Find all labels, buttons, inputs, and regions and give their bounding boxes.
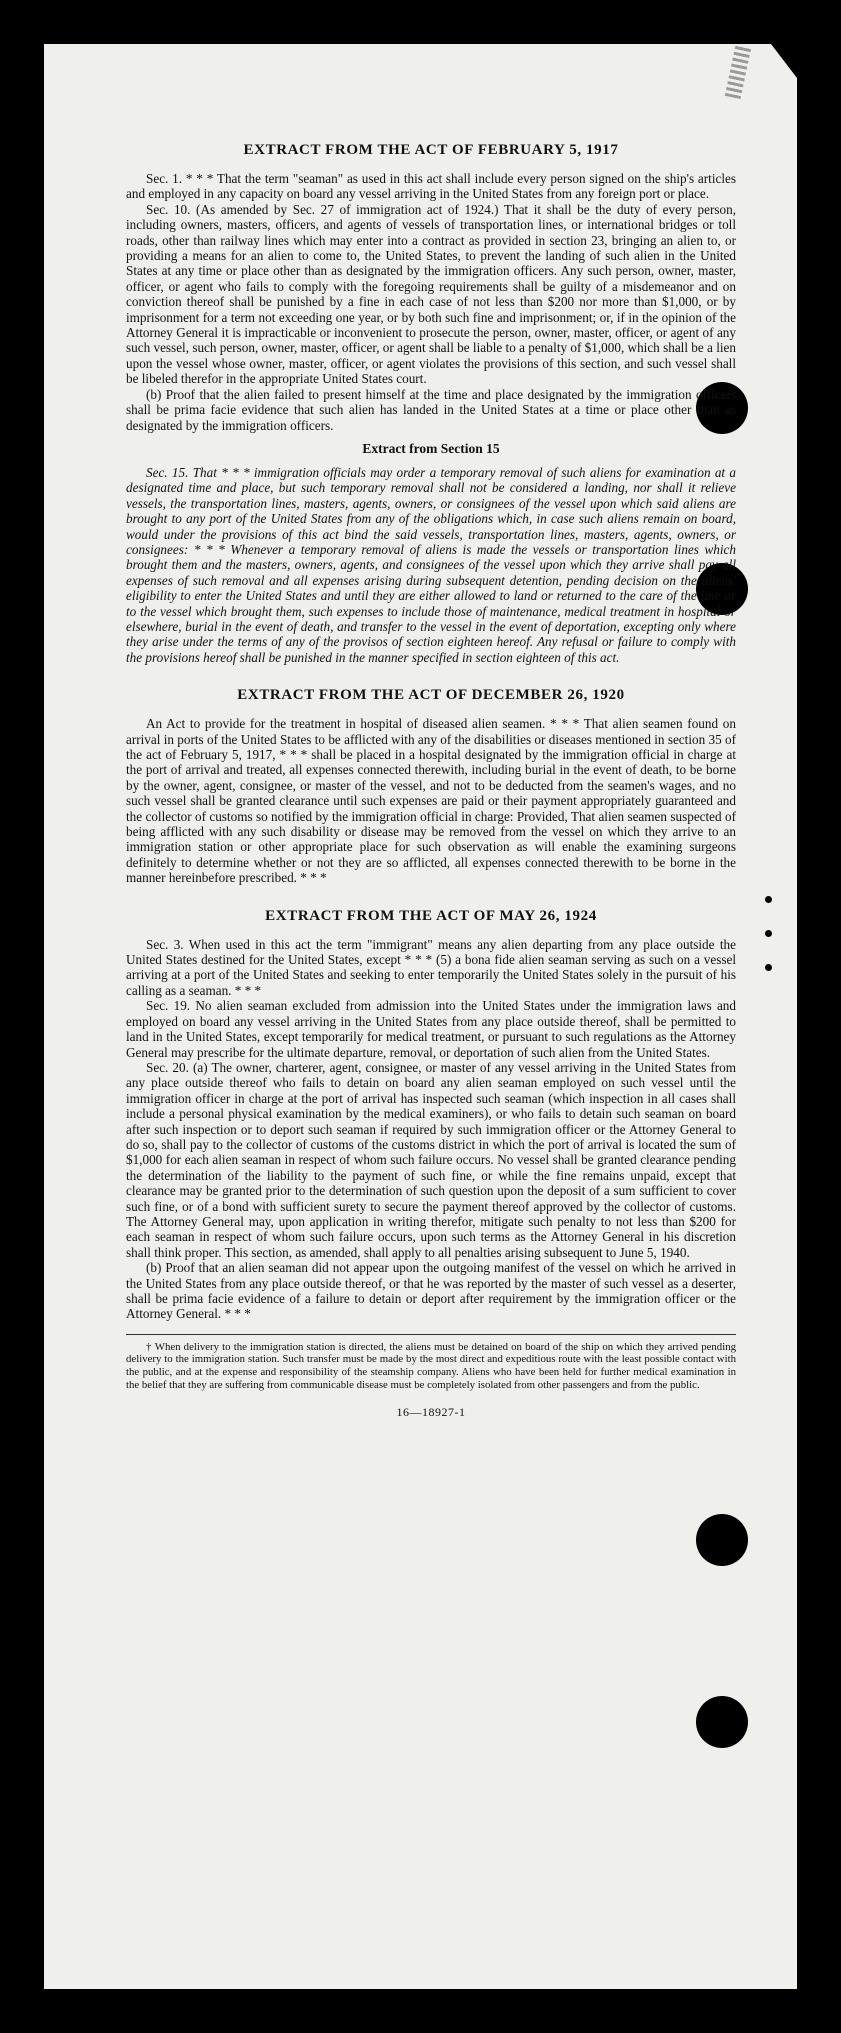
section-heading: EXTRACT FROM THE ACT OF FEBRUARY 5, 1917 [243,142,619,158]
document-body [126,142,736,1420]
form-number: 16—18927-1 [396,1405,466,1420]
section-heading: EXTRACT FROM THE ACT OF DECEMBER 26, 1920 [237,687,625,704]
speck [765,964,772,971]
section-heading: EXTRACT FROM THE ACT OF MAY 26, 1924 [265,907,597,924]
folded-corner [771,44,797,78]
paragraph: An Act to provide for the treatment in hospital of diseased alien seamen. * * * That alien seamen found on arrival in ports of the United States to be afflicted with any of the disabilities or diseases mentioned in section 35 of the act of February 5, 1917, * * * shall be placed in a hospital designated by the immigration official in charge at the port of arrival and treated, all expenses connected therewith, including burial in the event of death, to be borne by the owner, agent, consignee, or master of the vessel, and not to be deducted from the seamen's wages, and no such vessel shall be granted clearance until such expenses are paid or their payment appropriately guaranteed and the collector of customs so notified by the immigration official in charge: Provided, That alien seamen suspected of being afflicted with any such disability or disease may be removed from the vessel on which they arrive to an immigration station or other appropriate place for such observation as will enable the examining surgeons definitely to determine whether or not they are so afflicted, all expenses connected therewith to be borne in the manner hereinbefore prescribed. * * * [126,716,736,886]
paragraph: Sec. 10. (As amended by Sec. 27 of immigration act of 1924.) That it shall be the duty of every person, including owners, masters, officers, and agents of vessels of transportation lines, or international bridges or toll roads, other than railway lines which may enter into a contract as provided in section 23, bringing an alien to, or providing a means for an alien to come to, the United States, to prevent the landing of such alien in the United States at any time or place other than as designated by the immigration officers. Any such person, owner, master, officer, or agent who fails to comply with the foregoing requirements shall be guilty of a misdemeanor and on conviction thereof shall be punished by a fine in each case of not less than $200 nor more than $1,000, or by imprisonment for a term not exceeding one year, or by both such fine and imprisonment; or, if in the opinion of the Attorney General it is impracticable or inconvenient to prosecute the person, owner, master, officer, or agent of any such vessel, such person, owner, master, officer, or agent shall be liable to a penalty of $1,000, which shall be a lien upon the vessel whose owner, master, officer, or agent violates the provisions of this section, and such vessel shall be libeled therefor in the appropriate United States court. [126,201,736,387]
subsection-heading: Extract from Section 15 [362,440,500,456]
paragraph: Sec. 15. That * * * immigration officials may order a temporary removal of such aliens for examination at a designated time and place, but such temporary removal shall not be considered a landing, nor shall it relieve vessels, the transportation lines, masters, agents, owners, or consignees of the vessel upon which said aliens are brought to any port of the United States from any of the obligations which, in case such aliens remain on board, would under the provisions of this act bind the said vessels, transportation lines, masters, agents, owners, or consignees: * * * Whenever a temporary removal of aliens is made the vessels or transportation lines which brought them and the masters, owners, agents, and consignees of the vessel upon which they arrive shall pay all expenses of such removal and all expenses arising during subsequent detention, pending decision on the aliens' eligibility to enter the United States and until they are either allowed to land or returned to the care of the line or to the vessel which brought them, such expenses to include those of maintenance, medical treatment in hospital or elsewhere, burial in the event of death, and transfer to the vessel in the event of deportation, excepting only where they arise under the terms of any of the provisos of section eighteen hereof. Any refusal or failure to comply with the provisions hereof shall be punished in the manner specified in section eighteen of this act. [126,464,736,665]
paragraph: Sec. 20. (a) The owner, charterer, agent, consignee, or master of any vessel arriving in the United States from any place outside thereof who fails to detain on board any alien seaman employed on such vessel until the immigration officer in charge at the port of arrival has inspected such seaman (which inspection in all cases shall include a personal physical examination by the medical examiners), or who fails to detain such seaman on board after such inspection or to deport such seaman if required by such immigration officer or the Attorney General to do so, shall pay to the collector of customs of the customs district in which the port of arrival is located the sum of $1,000 for each alien seaman in respect of whom such failure occurs. No vessel shall be granted clearance pending the determination of the liability to the payment of such fine, or while the fine remains unpaid, except that clearance may be granted prior to the determination of such question upon the deposit of a sum sufficient to cover such fine, or of a bond with sufficient surety to secure the payment thereof approved by the collector of customs. The Attorney General may, upon application in writing therefor, mitigate such penalty to not less than $200 for each seaman in respect of whom such failure occurs, upon such terms as the Attorney General in his discretion shall think proper. This section, as amended, shall apply to all penalties arising subsequent to June 5, 1940. [126,1059,736,1260]
paragraph: Sec. 3. When used in this act the term "immigrant" means any alien departing from any place outside the United States destined for the United States, except * * * (5) a bona fide alien seaman serving as such on a vessel arriving at a port of the United States and seeking to enter temporarily the United States solely in the pursuit of his calling as a seaman. * * * [126,936,736,998]
footnote: † When delivery to the immigration station is directed, the aliens must be detained on board of the ship on which they arrived pending delivery to the immigration station. Such transfer must be made by the most direct and expeditious route with the least possible contact with the public, and at the expense and responsibility of the steamship company. Aliens who have been held for further medical examination in the belief that they are suffering from communicable disease must be completely isolated from other passengers and from the public. [126,1340,736,1391]
punch-hole [696,1696,748,1748]
speck [765,896,772,903]
paragraph: (b) Proof that the alien failed to present himself at the time and place designated by the immigration officers shall be prima facie evidence that such alien has landed in the United States at a time or place other than as designated by the immigration officers. [126,386,736,433]
ink-smudge [725,45,751,99]
speck [765,930,772,937]
document-page [44,44,797,1989]
paragraph: Sec. 1. * * * That the term "seaman" as used in this act shall include every person signed on the ship's articles and employed in any capacity on board any vessel arriving in the United States from any foreign port or place. [126,171,736,202]
paragraph: Sec. 19. No alien seaman excluded from admission into the United States under the immigration laws and employed on board any vessel arriving in the United States from any place outside thereof, shall be permitted to land in the United States, except temporarily for medical treatment, or pursuant to such regulations as the Attorney General may prescribe for the ultimate departure, removal, or deportation of such alien from the United States. [126,998,736,1060]
punch-hole [696,1514,748,1566]
paragraph: (b) Proof that an alien seaman did not appear upon the outgoing manifest of the vessel on which he arrived in the United States from any place outside thereof, or that he was reported by the master of such vessel as a deserter, shall be prima facie evidence of a failure to detain or deport after requirement by the immigration officer or the Attorney General. * * * [126,1260,736,1322]
divider [126,1334,736,1335]
